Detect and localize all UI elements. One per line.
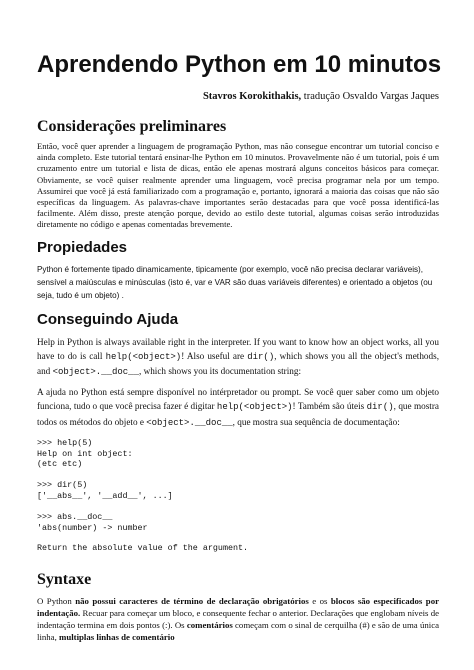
heading-sintaxe: Syntaxe bbox=[37, 571, 92, 589]
author-name: Stavros Korokithakis, bbox=[202, 91, 302, 102]
heading-propriedades: Propiedades bbox=[37, 238, 128, 256]
bold-run: comentários bbox=[186, 619, 233, 630]
code-block-dir: >>> dir(5) ['__abs__', '__add__', ...] bbox=[37, 480, 173, 502]
text-run: O Python bbox=[37, 596, 76, 607]
paragraph-help-portuguese bbox=[37, 385, 439, 430]
heading-ajuda: Conseguindo Ajuda bbox=[37, 310, 179, 328]
inline-code: <object>.__doc__ bbox=[146, 417, 233, 428]
text-run: , que mostra todos os métodos do objeto e bbox=[37, 401, 439, 427]
document-title: Aprendendo Python em 10 minutos bbox=[37, 51, 442, 78]
paragraph-help-english bbox=[37, 335, 439, 380]
text-run: e os bbox=[308, 596, 331, 607]
code-block-doc-result: Return the absolute value of the argument. bbox=[37, 543, 249, 554]
paragraph-sintaxe bbox=[37, 596, 439, 643]
inline-code: dir() bbox=[247, 351, 275, 362]
bold-run: multiplas linhas de comentário bbox=[59, 631, 175, 642]
document-page bbox=[37, 0, 442, 643]
text-run: Recuar para começar um bloco, e consequente fechar o anterior. Declarações que englobam níveis de indentação termina em dois pontos (:). Os bbox=[37, 608, 439, 630]
text-run: começam com o sinal de cerquilha (#) e são de uma única linha, bbox=[37, 619, 439, 642]
inline-code: dir() bbox=[366, 402, 394, 413]
inline-code: help(<object>) bbox=[105, 351, 182, 362]
code-block-doc: >>> abs.__doc__ 'abs(number) -> number bbox=[37, 511, 148, 533]
bold-run: blocos são especificados por indentação. bbox=[37, 596, 440, 619]
text-run: , which shows you its documentation string: bbox=[138, 366, 302, 377]
inline-code: <object>.__doc__ bbox=[52, 367, 139, 378]
code-block-help: >>> help(5) Help on int object: (etc etc) bbox=[37, 437, 133, 470]
text-run: , which shows you all the object's methods, and bbox=[37, 350, 439, 377]
translation-credit: tradução Osvaldo Vargas Jaques bbox=[301, 91, 439, 102]
text-run: A ajuda no Python está sempre disponível no intérpretador ou prompt. Se você quer saber como um objeto funciona, tudo o que você precisa fazer é digitar bbox=[37, 387, 439, 412]
bold-run: não possui caracteres de término de declaração obrigatórios bbox=[75, 596, 309, 607]
text-run: Help in Python is always available right in the interpreter. If you want to know how an object works, all you have to do is call bbox=[37, 336, 439, 361]
text-run: ! Também são úteis bbox=[292, 401, 367, 412]
paragraph-consideracoes: Então, você quer aprender a linguagem de programação Python, mas não consegue encontrar um tutorial conciso e ainda completo. Este tutorial tentará ensinar-lhe Python em 10 minutos. Provavelmente não é um tutorial, pois é um cruzamento entre um tutorial e lista de dicas, então ele apenas mostrará alguns conceitos básicos para começar. Obviamente, se você quiser realmente aprender uma linguagem, você precisa programar nela por um tempo. Assumirei que você já está familiarizado com a programação e, portanto, ignorará a maioria das coisas que não são específicas da linguagem. As palavras-chave importantes serão destacadas para que você possa identificá-las facilmente. Além disso, preste atenção porque, devido ao estilo deste tutorial, algumas coisas serão introduzidas diretamente no código e apenas comentadas brevemente. bbox=[37, 141, 439, 230]
byline bbox=[37, 90, 439, 103]
heading-consideracoes: Considerações preliminares bbox=[37, 118, 227, 135]
paragraph-propriedades: Python é fortemente tipado dinamicamente, tipicamente (por exemplo, você não precisa declarar variáveis), sensível a maiúsculas e minúsculas (isto é, var e VAR são duas variáveis diferentes) e orientado a objetos (ou seja, tudo é um objeto) . bbox=[37, 264, 433, 300]
text-run: , que mostra sua sequência de documentação: bbox=[232, 416, 400, 427]
text-run: ! Also useful are bbox=[181, 350, 248, 361]
inline-code: help(<object>) bbox=[216, 402, 293, 413]
